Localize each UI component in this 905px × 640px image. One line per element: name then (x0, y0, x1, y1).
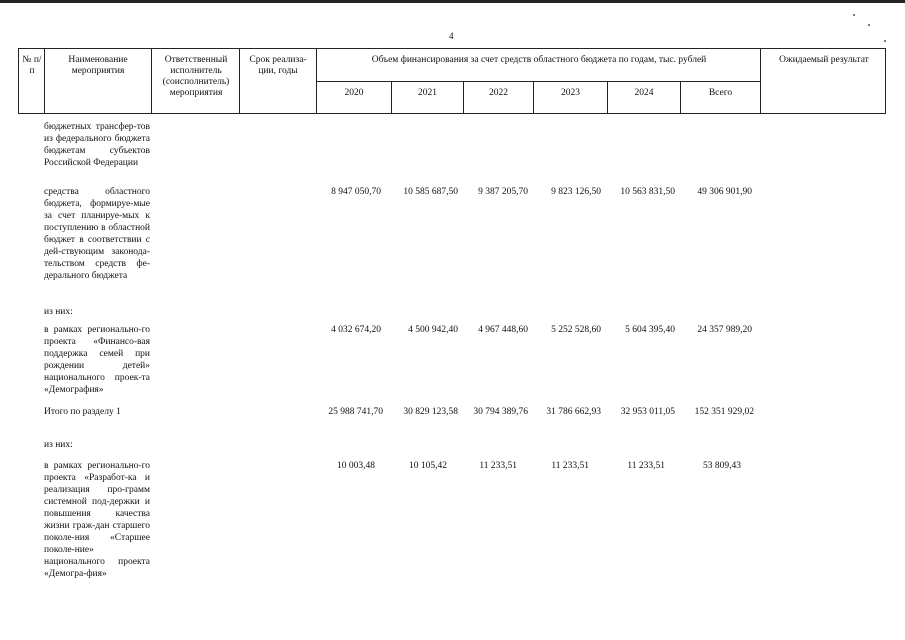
header-year-2023: 2023 (561, 88, 580, 98)
row-value-2021: 10 105,42 (409, 461, 447, 471)
row-label: бюджетных трансфер-тов из федерального бюджета бюджетам субъектов Российской Федерации (44, 122, 150, 168)
header-result: Ожидаемый результат (779, 55, 869, 65)
header-name: Наименование мероприятия (68, 55, 128, 76)
column-divider (760, 49, 761, 113)
header-year-2024: 2024 (634, 88, 654, 98)
row-value-total: 49 306 901,90 (697, 187, 752, 197)
row-value-2023: 5 252 528,60 (551, 325, 601, 335)
row-value-2022: 4 967 448,60 (478, 325, 528, 335)
row-value-total: 24 357 989,20 (697, 325, 752, 335)
row-value-2021: 30 829 123,58 (403, 407, 458, 417)
row-value-2022: 30 794 389,76 (473, 407, 528, 417)
row-value-2023: 31 786 662,93 (546, 407, 601, 417)
scan-speck (853, 14, 855, 16)
row-value-2020: 10 003,48 (337, 461, 375, 471)
table-header (18, 48, 886, 114)
row-value-2023: 11 233,51 (551, 461, 589, 471)
header-executor: Ответственный исполнитель (соисполнитель) мероприятия (162, 55, 230, 98)
header-period: Срок реализа-ции, годы (249, 55, 307, 76)
row-value-2024: 32 953 011,05 (620, 407, 675, 417)
row-value-2020: 25 988 741,70 (328, 407, 383, 417)
row-value-2024: 5 604 395,40 (625, 325, 675, 335)
column-divider (239, 49, 240, 113)
row-value-total: 53 809,43 (703, 461, 741, 471)
header-no: № п/п (22, 55, 42, 76)
scan-speck (884, 40, 886, 42)
row-value-2020: 4 032 674,20 (331, 325, 381, 335)
row-label: средства областного бюджета, формируе-мые за счет планируе-мых к поступлению в областной бюджет в соответствии с дей-ствующим законода-тельством средств фе-дерального бюджета (44, 187, 150, 281)
row-label: Итого по разделу 1 (44, 407, 121, 417)
row-value-2021: 4 500 942,40 (408, 325, 458, 335)
scan-speck (868, 24, 870, 26)
row-value-2022: 9 387 205,70 (478, 187, 528, 197)
header-year-2022: 2022 (489, 88, 508, 98)
row-value-2021: 10 585 687,50 (403, 187, 458, 197)
page-number: 4 (449, 31, 454, 41)
page-top-border (0, 0, 905, 3)
row-value-total: 152 351 929,02 (694, 407, 754, 417)
row-value-2024: 10 563 831,50 (620, 187, 675, 197)
row-value-2023: 9 823 126,50 (551, 187, 601, 197)
header-year-2021: 2021 (418, 88, 437, 98)
column-divider (44, 49, 45, 113)
row-value-2022: 11 233,51 (479, 461, 517, 471)
row-label: из них: (44, 440, 73, 450)
row-label: из них: (44, 307, 73, 317)
row-label: в рамках регионально-го проекта «Финансо-вая поддержка семей при рождении детей» национального проек-та «Демография» (44, 325, 150, 395)
column-divider (151, 49, 152, 113)
header-year-total: Всего (708, 88, 733, 98)
row-value-2020: 8 947 050,70 (331, 187, 381, 197)
row-label: в рамках регионально-го проекта «Разработ-ка и реализация про-грамм системной под-держки и повышения качества жизни граж-дан старшего поколе-ния «Старшее поколе-ние» национального проекта «Демогра-фия» (44, 461, 150, 579)
header-year-2020: 2020 (344, 88, 364, 98)
header-subdivider (316, 81, 760, 82)
header-funding: Объем финансирования за счет средств областного бюджета по годам, тыс. рублей (371, 55, 707, 65)
row-value-2024: 11 233,51 (627, 461, 665, 471)
